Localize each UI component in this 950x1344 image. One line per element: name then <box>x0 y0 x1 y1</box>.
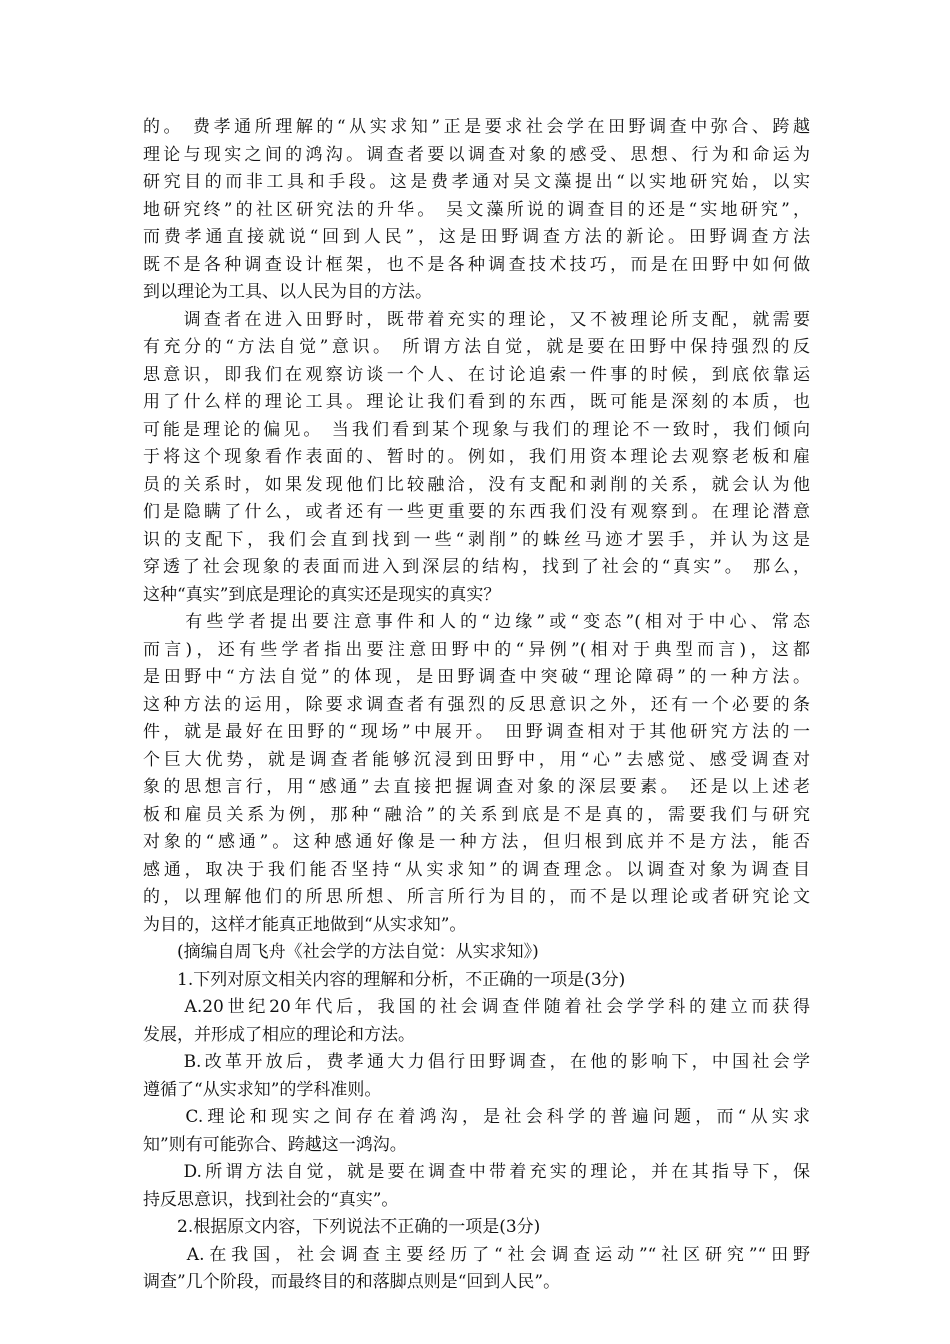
text-line: 地研究终”的社区研究法的升华。 吴文藻所说的调查目的还是“实地研究”， <box>143 199 810 220</box>
text-line: 而言)，还有些学者指出要注意田野中的“异例”(相对于典型而言)，这都 <box>143 639 810 660</box>
question-2: 2.根据原文内容，下列说法不正确的一项是(3分) <box>143 1217 541 1237</box>
text-line: 个巨大优势，就是调查者能够沉浸到田野中，用“心”去感觉、感受调查对 <box>143 749 810 770</box>
text-line: 有些学者提出要注意事件和人的“边缘”或“变态”(相对于中心、常态 <box>143 612 810 632</box>
text-line: 为目的，这样才能真正地做到“从实求知”。 <box>143 914 467 935</box>
text-line: 感通，取决于我们能否坚持“从实求知”的调查理念。以调查对象为调查目 <box>143 859 810 880</box>
question-1: 1.下列对原文相关内容的理解和分析，不正确的一项是(3分) <box>143 969 626 990</box>
option-1a: A.20世纪20年代后，我国的社会调查伴随着社会学学科的建立而获得 <box>143 997 810 1017</box>
option-1c-cont: 知”则有可能弥合、跨越这一鸿沟。 <box>143 1134 407 1155</box>
text-line: 件，就是最好在田野的“现场”中展开。 田野调查相对于其他研究方法的一 <box>143 722 810 742</box>
text-line: 调查者在进入田野时，既带着充实的理论，又不被理论所支配，就需要 <box>143 309 810 330</box>
option-1b-cont: 遵循了“从实求知”的学科准则。 <box>143 1079 382 1100</box>
text-line: 板和雇员关系为例，那种“融洽”的关系到底是不是真的，需要我们与研究 <box>143 804 810 825</box>
text-line: 的，以理解他们的所思所想、所言所行为目的，而不是以理论或者研究论文 <box>143 887 810 907</box>
option-1d: D.所谓方法自觉，就是要在调查中带着充实的理论，并在其指导下，保 <box>143 1162 810 1182</box>
option-1a-cont: 发展，并形成了相应的理论和方法。 <box>143 1024 415 1045</box>
text-line: 这种方法的运用，除要求调查者有强烈的反思意识之外，还有一个必要的条 <box>143 694 810 715</box>
option-2a: A.在我国，社会调查主要经历了“社会调查运动”“社区研究”“田野 <box>143 1244 810 1265</box>
text-line: 用了什么样的理论工具。理论让我们看到的东西，既可能是深刻的本质，也 <box>143 392 810 412</box>
text-line: 对象的“感通”。这种感通好像是一种方法，但归根到底并不是方法，能否 <box>143 832 810 852</box>
source-citation: (摘编自周飞舟《社会学的方法自觉：从实求知》) <box>143 942 539 962</box>
option-1d-cont: 持反思意识，找到社会的“真实”。 <box>143 1189 399 1210</box>
text-line: 可能是理论的偏见。 当我们看到某个现象与我们的理论不一致时，我们倾向 <box>143 419 810 440</box>
option-1b: B.改革开放后，费孝通大力倡行田野调查，在他的影响下，中国社会学 <box>143 1052 810 1072</box>
text-line: 到以理论为工具、以人民为目的方法。 <box>143 282 432 302</box>
option-1c: C.理论和现实之间存在着鸿沟，是社会科学的普遍问题，而“从实求 <box>143 1107 810 1127</box>
text-line: 思意识，即我们在观察访谈一个人、在讨论追索一件事的时候，到底依靠运 <box>143 364 810 385</box>
document-body <box>143 114 810 1297</box>
text-line: 的。 费孝通所理解的“从实求知”正是要求社会学在田野调查中弥合、跨越 <box>143 117 810 137</box>
text-line: 研究目的而非工具和手段。这是费孝通对吴文藻提出“以实地研究始，以实 <box>143 172 810 192</box>
text-line: 有充分的“方法自觉”意识。 所谓方法自觉，就是要在田野中保持强烈的反 <box>143 337 810 357</box>
text-line: 象的思想言行，用“感通”去直接把握调查对象的深层要素。 还是以上述老 <box>143 777 810 797</box>
text-line: 而费孝通直接就说“回到人民”，这是田野调查方法的新论。田野调查方法 <box>143 227 810 247</box>
text-line: 这种“真实”到底是理论的真实还是现实的真实？ <box>143 584 501 605</box>
text-line: 们是隐瞒了什么，或者还有一些更重要的东西我们没有观察到。在理论潜意 <box>143 502 810 522</box>
text-line: 员的关系时，如果发现他们比较融洽，没有支配和剥削的关系，就会认为他 <box>143 474 810 495</box>
text-line: 理论与现实之间的鸿沟。调查者要以调查对象的感受、思想、行为和命运为 <box>143 144 810 165</box>
text-line: 既不是各种调查设计框架，也不是各种调查技术技巧，而是在田野中如何做 <box>143 254 810 275</box>
option-2a-cont: 调查”几个阶段，而最终目的和落脚点则是“回到人民”。 <box>143 1272 561 1292</box>
text-line: 于将这个现象看作表面的、暂时的。例如，我们用资本理论去观察老板和雇 <box>143 447 810 467</box>
text-line: 穿透了社会现象的表面而进入到深层的结构，找到了社会的“真实”。 那么， <box>143 557 810 577</box>
text-line: 识的支配下，我们会直到找到一些“剥削”的蛛丝马迹才罢手，并认为这是 <box>143 529 810 550</box>
text-line: 是田野中“方法自觉”的体现，是田野调查中突破“理论障碍”的一种方法。 <box>143 667 810 687</box>
